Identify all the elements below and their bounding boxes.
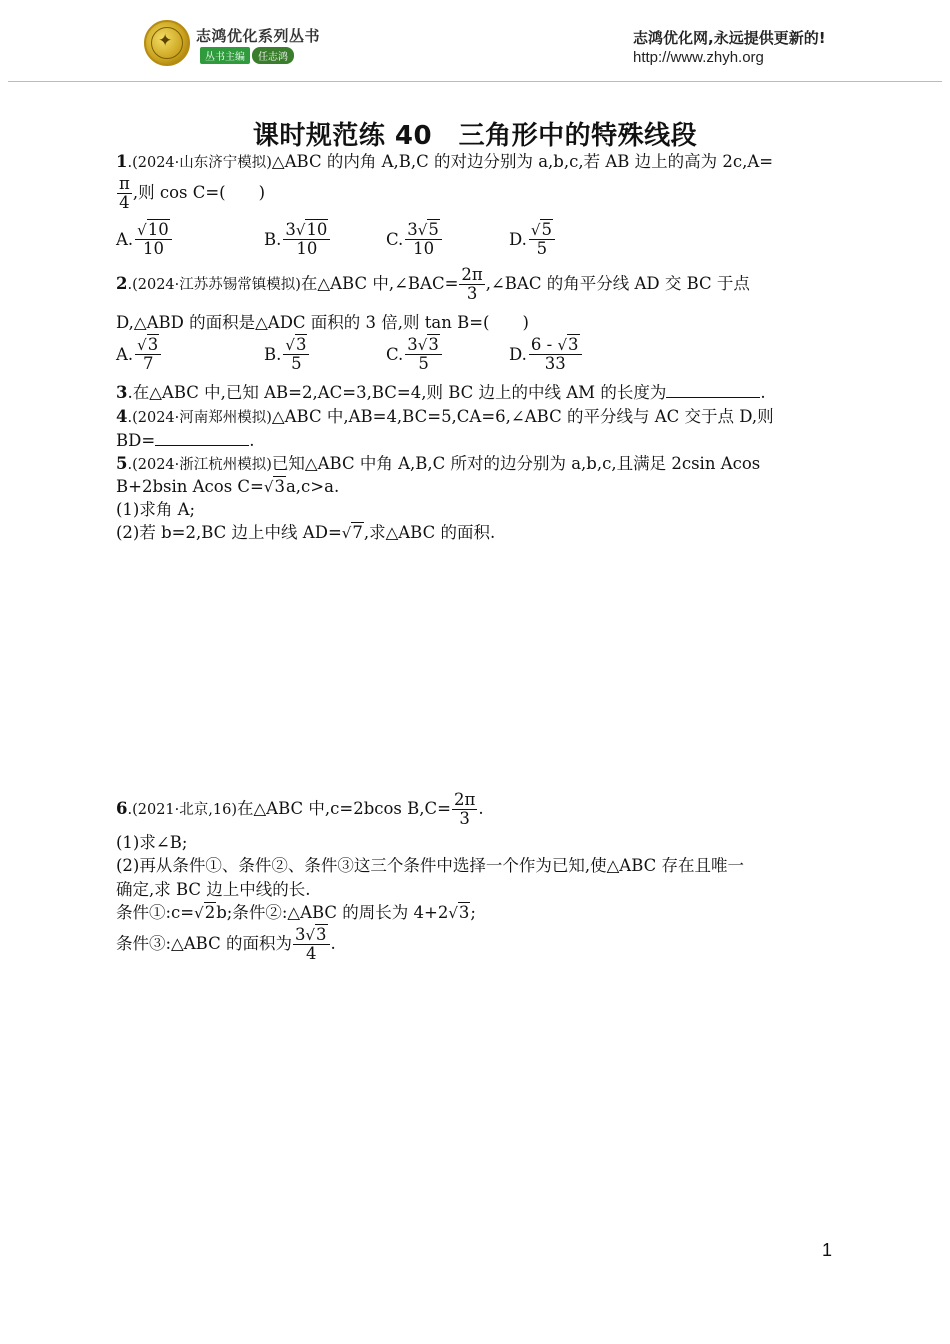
q1-source: .(2024·山东济宁模拟)	[127, 155, 272, 171]
q6-area-fraction: $\frac{3√3}{4}$	[293, 926, 330, 963]
question-4-line-2: BD= .	[116, 431, 255, 450]
header-divider	[8, 81, 942, 82]
question-3: 3.在△ABC 中,已知 AB=2,AC=3,BC=4,则 BC 边上的中线 AM 的长度为 .	[116, 383, 766, 402]
q2-option-b[interactable]: B. $\frac{√3}{5}$	[264, 336, 310, 373]
q2-source: .(2024·江苏苏锡常镇模拟)	[127, 277, 301, 293]
question-5-part-2: (2)若 b=2,BC 边上中线 AD=√7,求△ABC 的面积.	[116, 523, 496, 542]
question-5-line-2: B+2bsin Acos C=√3a,c>a.	[116, 477, 340, 496]
question-2-line-2: D,△ABD 的面积是△ADC 面积的 3 倍,则 tan B=( )	[116, 313, 529, 332]
q2-option-d[interactable]: D. $\frac{6 - √3}{33}$	[509, 336, 583, 373]
q1-option-d[interactable]: D. $\frac{√5}{5}$	[509, 221, 556, 258]
q1-option-b[interactable]: B. $\frac{3√10}{10}$	[264, 221, 331, 258]
header-url[interactable]: http://www.zhyh.org	[633, 49, 764, 66]
q1-option-a[interactable]: A. $\frac{√10}{10}$	[116, 221, 173, 258]
q4-answer-blank[interactable]	[155, 430, 249, 446]
q3-answer-blank[interactable]	[666, 382, 760, 398]
question-6-part-1: (1)求∠B;	[116, 833, 188, 852]
q5-source: .(2024·浙江杭州模拟)	[127, 457, 272, 473]
q2-number: 2	[116, 274, 128, 293]
question-6-part-2: (2)再从条件①、条件②、条件③这三个条件中选择一个作为已知,使△ABC 存在且唯一	[116, 856, 745, 875]
series-name: 志鸿优化系列丛书	[196, 27, 321, 45]
q2-option-a[interactable]: A. $\frac{√3}{7}$	[116, 336, 162, 373]
page-number: 1	[822, 1240, 833, 1260]
question-6-conditions-1-2: 条件①:c=√2b;条件②:△ABC 的周长为 4+2√3;	[116, 903, 476, 922]
q6-angle-fraction: $\frac{2\pi}{3}$	[453, 790, 476, 828]
editor-badge	[200, 47, 294, 64]
q3-number: 3	[116, 383, 128, 402]
q1-option-c[interactable]: C. $\frac{3√5}{10}$	[386, 221, 443, 258]
question-1-line-1	[116, 151, 773, 174]
question-6-condition-3: 条件③:△ABC 的面积为 $\frac{3√3}{4}$ .	[116, 925, 336, 963]
question-4-line-1: 4.(2024·河南郑州模拟)△ABC 中,AB=4,BC=5,CA=6,∠ABC 的平分线与 AC 交于点 D,则	[116, 407, 774, 426]
page-header	[0, 0, 950, 80]
q4-number: 4	[116, 407, 128, 426]
q1-pi-over-4: $\frac{\pi}{4}$	[119, 174, 130, 212]
q1-text: △ABC 的内角 A,B,C 的对边分别为 a,b,c,若 AB 边上的高为 2c,A=	[271, 152, 774, 171]
question-5-line-1: 5.(2024·浙江杭州模拟)已知△ABC 中角 A,B,C 所对的边分别为 a,b,c,且满足 2csin Acos	[116, 454, 761, 473]
q6-number: 6	[116, 799, 128, 818]
q1-number: 1	[116, 152, 128, 171]
q2-option-c[interactable]: C. $\frac{3√3}{5}$	[386, 336, 443, 373]
question-6-part-2b: 确定,求 BC 边上中线的长.	[116, 880, 311, 899]
editor-label: 丛书主编	[200, 47, 250, 64]
question-5-part-1: (1)求角 A;	[116, 500, 196, 519]
q2-angle-fraction: $\frac{2\pi}{3}$	[461, 265, 483, 303]
publisher-logo-icon: ✦	[144, 20, 190, 66]
q4-source: .(2024·河南郑州模拟)	[127, 410, 272, 426]
question-6-line-1: 6.(2021·北京,16)在△ABC 中,c=2bcos B,C= $\frac{2\pi}{3}$ .	[116, 790, 484, 828]
page-title: 课时规范练 40 三角形中的特殊线段	[252, 121, 698, 151]
question-2-line-1: 2.(2024·江苏苏锡常镇模拟)在△ABC 中,∠BAC= $\frac{2\pi}{3}$ ,∠BAC 的角平分线 AD 交 BC 于点	[116, 265, 750, 303]
q6-source: .(2021·北京,16)	[127, 802, 237, 818]
header-slogan: 志鸿优化网,永远提供更新的!	[633, 29, 826, 47]
editor-name: 任志鸿	[252, 47, 294, 64]
q5-number: 5	[116, 454, 128, 473]
q1-text-b: ,则 cos C=( )	[132, 183, 266, 202]
question-1-line-2	[116, 175, 265, 212]
